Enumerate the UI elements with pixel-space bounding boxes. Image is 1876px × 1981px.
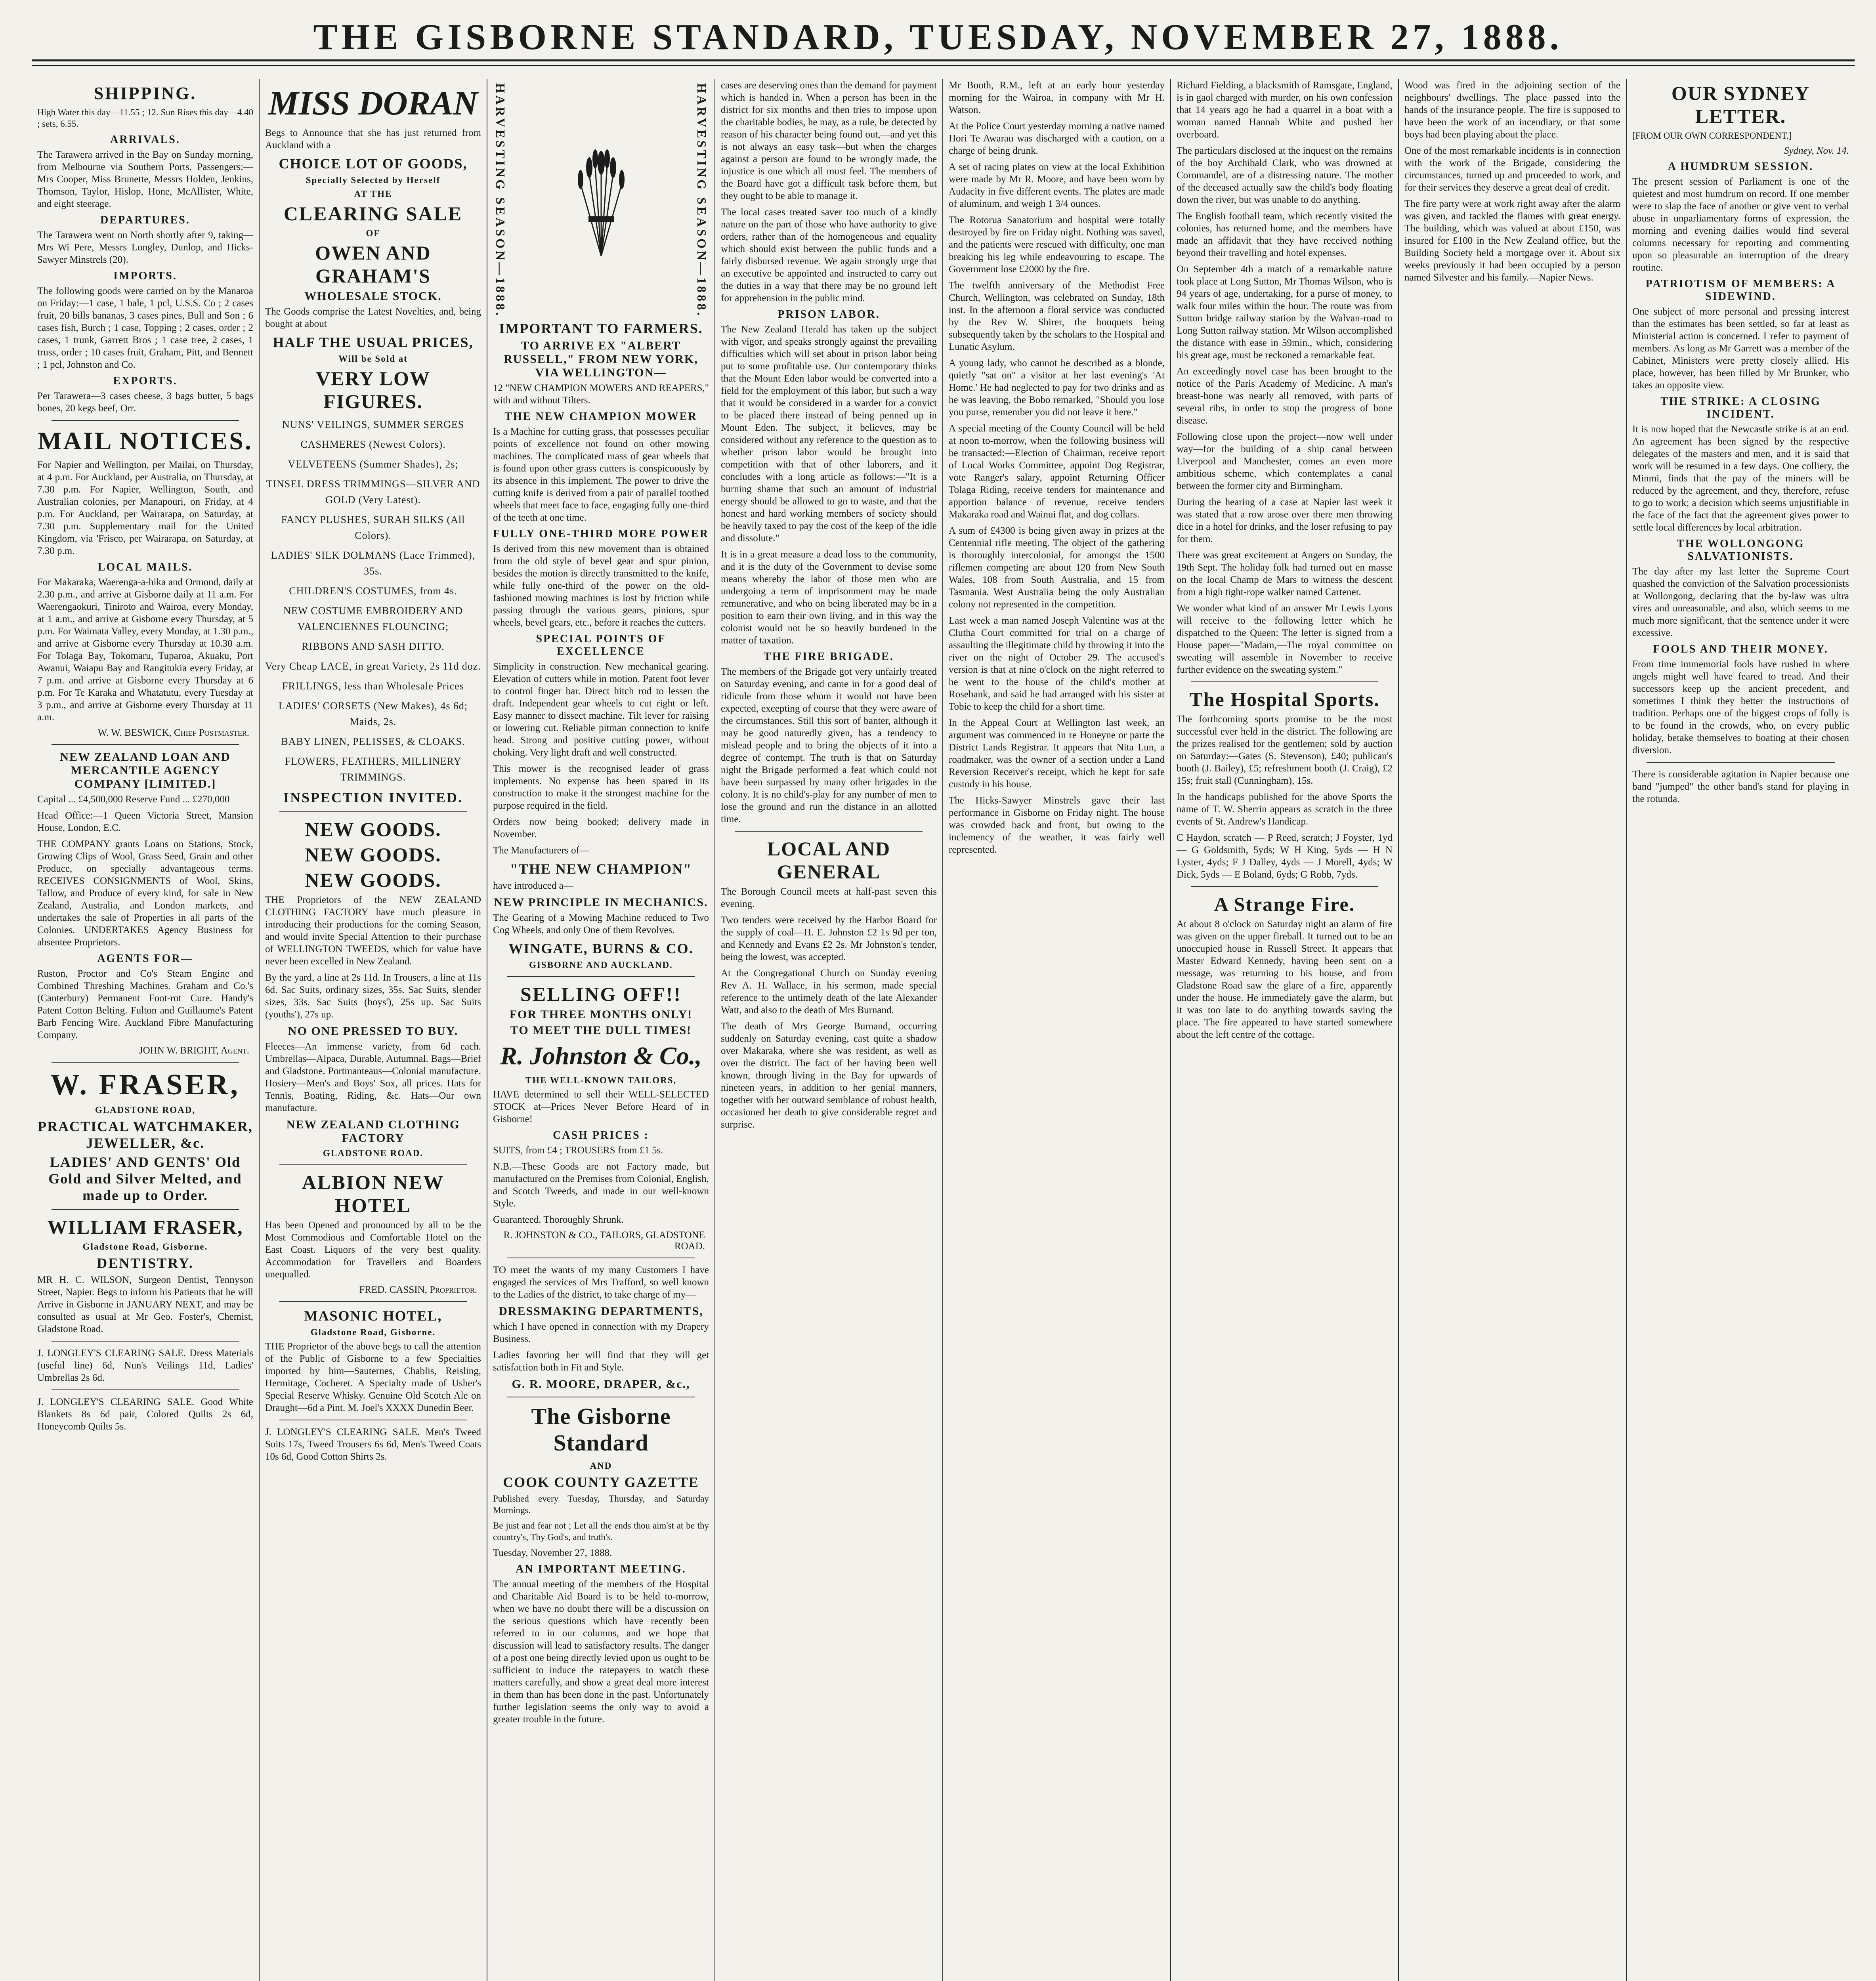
hospital-sports-text: The forthcoming sports promise to be the most successful ever held in the district. The following are the prizes realised for the gentlemen; sold by auction on Saturday:—Gates (S. Stevenson), £40; publican's booth (J. Bailey), £5; refreshment booth (J. Craig), £2 15s; fruit stall (Cunningham), 15s. [1177,714,1393,786]
local-item: Richard Fielding, a blacksmith of Ramsgate, England, is in gaol charged with murder, on his own confession that 14 years ago he had a quarrel in a boat with a woman named Hannah White and pushed her overboard. [1177,80,1393,140]
local-item: Following close upon the project—now well under way—for the building of a ship canal between Liverpool and Manchester, comes an even more ambitious scheme, which contemplates a canal between the former city and Birmingham. [1177,431,1393,491]
strange-fire-text: At about 8 o'clock on Saturday night an alarm of fire was given on the upper fireball. It turned out to be an unoccupied house in Russell Street. It appears that Master Edward Kennedy, having been sent on a message, was returning to his house, and from Gladstone Road saw the glare of a fire, apparently under the house. He immediately gave the alarm, but it was too late to do anything towards saving the place. The fire appeared to have started somewhere about the left centre of the cottage. [1177,919,1393,1040]
local-item: In the Appeal Court at Wellington last week, an argument was commenced in re Honeyne or parte the District Lands Registrar. It appears that Nita Lun, a roadmaker, was the owner of a section under a Land Reversion Receiver's receipt, which he kept for safe custody in his house. [949,718,1165,790]
no-one-pressed: NO ONE PRESSED TO BUY. [288,1025,458,1038]
divider [52,1389,239,1390]
albion-heading: ALBION NEW HOTEL [302,1171,445,1216]
column-5 [943,79,1171,1981]
goods-item: LADIES' CORSETS (New Makes), 4s 6d; Maids, 2s. [278,700,468,727]
nzloan-agents-text: Ruston, Proctor and Co's Steam Engine and Combined Threshing Machines. Graham and Co.'s (Canterbury) Permanent Foot-rot Cure. Handy's Patent Cotton Belting. Fulton and Guillaume's Patent Barb Fencing Wire. Auckland Fibre Manufacturing Company. [37,968,253,1040]
fully-text: Is derived from this new movement than is obtained from the old style of bevel gear and spur pinion, besides the motion is directly transmitted to the knife, while fully one-third of the power on the old-fashioned mowing machines is lost by friction while passing through the various gears, pinions, spur wheels, bevel gears, etc., before it reaches the cutters. [493,544,709,628]
nb-line: N.B.—These Goods are not Factory made, but manufactured on the Premises from Colonial, English, and Scotch Tweeds, and made in our well-known Style. [493,1161,709,1209]
goods-item: CASHMERES (Newest Colors). [300,439,446,450]
imports-heading: IMPORTS. [113,270,177,282]
local-item: On September 4th a match of a remarkable nature took place at Long Sutton, Mr Thomas Wilson, who is 94 years of age, undertaking, for a purse of money, to walk four miles within the hour. The route was from Sutton bridge railway station by the Walvan-road to Long Sutton railway station. Mr Wilson accomplished the distance with ease in 59min., which, considering his great age, must be reckoned a remarkable feat. [1177,264,1393,361]
goods-item: NEW COSTUME EMBROIDERY AND VALENCIENNES FLOUNCING; [283,605,463,632]
sydney-dateline: Sydney, Nov. 14. [1784,145,1849,156]
exports-text: Per Tarawera—3 cases cheese, 3 bags butter, 5 bags bones, 20 kegs beef, Orr. [37,391,253,414]
johnston-text: HAVE determined to sell their WELL-SELECTED STOCK at—Prices Never Before Heard of in Gisborne! [493,1089,709,1125]
albion-text: Has been Opened and pronounced by all to be the Most Commodious and Comfortable Hotel on the East Coast. Liquors of the very best quality. Accommodation for Travellers and Boarders unequalled. [265,1220,481,1280]
local-item: The twelfth anniversary of the Methodist Free Church, Wellington, was celebrated on Sunday, 18th inst. In the afternoon a floral service was conducted by the Rev W. Shirer, the bouquets being subsequently taken by the scholars to the Hospital and Lunatic Asylum. [949,280,1165,352]
longley-ad-1: J. LONGLEY'S CLEARING SALE. Dress Materials (useful line) 6d, Nun's Veilings 11d, Ladies' Umbrellas 2s 6d. [37,1348,253,1383]
fraser-body: LADIES' AND GENTS' Old Gold and Silver Melted, and made up to Order. [48,1154,242,1203]
column-7 [1399,79,1627,1981]
gearing-line: The Gearing of a Mowing Machine reduced to Two Cog Wheels, and only One of them Revolves. [493,912,709,936]
selected-line: Specially Selected by Herself [306,175,441,185]
mail-notices-heading: MAIL NOTICES. [38,427,253,455]
suits-line: SUITS, from £4 ; TROUSERS from £1 5s. [493,1145,663,1156]
departures-heading: DEPARTURES. [100,214,190,226]
motto-line: Be just and fear not ; Let all the ends thou aim'st at be thy country's, Thy God's, and truth's. [493,1521,709,1542]
divider [507,976,695,977]
correspondent-line: [FROM OUR OWN CORRESPONDENT.] [1632,131,1792,141]
inspection-line: INSPECTION INVITED. [283,790,463,805]
postmaster-signature: W. W. BESWICK, Chief Postmaster. [97,727,249,738]
strike-text: It is now hoped that the Newcastle strike is at an end. An agreement has been signed by the respective delegates of the masters and men, and it is said that work will be resumed in a few days. One colliery, the Minmi, finds that the pay of the miners will be reduced by the agreement, and they, therefore, refuse to go to work; a decision which seems unjustifiable in the face of the fact that the agreement gives power to settle local differences by local arbitration. [1632,424,1849,533]
fraser-heading: W. FRASER, [50,1069,240,1101]
divider [1647,762,1835,763]
wingate-address: GISBORNE AND AUCKLAND. [529,960,673,970]
nzclothing-prices: By the yard, a line at 2s 11d. In Trousers, a line at 11s 6d. Sac Suits, ordinary sizes, 35s. Sac Suits, slender sizes, 33s. Sac Suits (boys'), 25s up. Sac Suits (youths'), 27s up. [265,972,481,1020]
manufacturers-line: The Manufacturers of— [493,845,589,856]
standard-subtitle: COOK COUNTY GAZETTE [503,1474,699,1491]
divider [279,1301,467,1302]
fools-heading: FOOLS AND THEIR MONEY. [1653,643,1828,655]
very-low-line: VERY LOW FIGURES. [316,367,430,412]
divider [52,1341,239,1342]
column-1 [32,79,260,1981]
strange-fire-cont: The fire party were at work right away after the alarm was given, and tackled the flames with great energy. The building, which was valued at about £150, was insured for £100 in the New Zealand office, but the Building Society held a mortgage over it. About six weeks previously it had been occupied by a person named Silvester and his family.—Napier News. [1404,198,1620,283]
hospital-sports-heading: The Hospital Sports. [1189,688,1380,710]
nzclothing-address: GLADSTONE ROAD. [323,1148,424,1158]
dressmaking-line: DRESSMAKING DEPARTMENTS, [499,1305,703,1318]
goods-item: FRILLINGS, less than Wholesale Prices [282,680,464,692]
local-mails-text: For Makaraka, Waerenga-a-hika and Ormond, daily at 2.30 p.m., and arrive at Gisborne daily at 11 a.m. For Waerengaokuri, Tiniroto and Wairoa, every Monday, at 1 a.m., and arrive at Gisborne every Thursday, at 5 p.m. For Waimata Valley, every Monday, at 1.30 p.m., and arrive at Gisborne every Thursday at 10.30 a.m. For Tolaga Bay, Tokomaru, Tuparoa, Akuaku, Port Awanui, Waiapu Bay and Rangitukia every Friday, at 7 p.m. and arrive at Gisborne every Thursday at 6 p.m. For Te Karaka and Whatatutu, every Tuesday at 3 p.m., and arrive at Gisborne every Thursday at 11 a.m. [37,577,253,723]
goods-item: TINSEL DRESS TRIMMINGS—SILVER AND GOLD (Very Latest). [266,478,480,506]
nzclothing-heading: NEW ZEALAND CLOTHING FACTORY [286,1118,460,1145]
local-item: A sum of £4300 is being given away in prizes at the Centennial rifle meeting. The object of the gathering is thoroughly intercolonial, for amongst the 1500 riflemen competing are about 120 from New South Wales, 108 from South Australia, and 15 from Tasmania. West Australia being the only Australian colony not represented in the competition. [949,525,1165,610]
nzclothing-more: Fleeces—An immense variety, from 6d each. Umbrellas—Alpaca, Durable, Autumnal. Bags—Brief and Gladstone. Portmanteaus—Colonial manufacture. Hosiery—Men's and Boys' Sox, all prices. Hats for Tennis, Boating, Riding, &c. Hats—Our own manufacture. [265,1041,481,1113]
divider [52,1209,239,1210]
strange-fire-heading: A Strange Fire. [1214,893,1355,915]
new-champion-line: "THE NEW CHAMPION" [510,861,692,877]
goods-item: FLOWERS, FEATHERS, MILLINERY TRIMMINGS. [285,756,462,783]
moore-ladies: Ladies favoring her will find that they will get satisfaction both in Fit and Style. [493,1350,709,1373]
new-goods-1: NEW GOODS. [305,818,441,840]
meeting-heading: AN IMPORTANT MEETING. [516,1563,686,1576]
this-mower-text: This mower is the recognised leader of grass implements. No expense has been spared in its construction to make it the strongest machine for the purpose required in the field. [493,763,709,811]
local-general-heading: LOCAL AND GENERAL [767,838,891,883]
prison-labor-heading: PRISON LABOR. [778,308,880,321]
nzloan-capital: Capital ... £4,500,000 Reserve Fund ... £270,000 [37,794,230,805]
local-item: The English football team, which recently visited the colonies, has returned home, and the members have made an affidavit that they have received nothing beyond their travelling and hotel expenses. [1177,211,1393,258]
nzloan-agents-heading: AGENTS FOR— [97,952,193,965]
champion-12: 12 "NEW CHAMPION MOWERS AND REAPERS," with and without Tilters. [493,383,709,406]
longley-ad-3: J. LONGLEY'S CLEARING SALE. Men's Tweed Suits 17s, Tweed Trousers 6s 6d, Men's Tweed Coats 10s 6d, Good Cotton Shirts 2s. [265,1427,481,1462]
mower-text: Is a Machine for cutting grass, that possesses peculiar points of excellence not found on other mowing machines. The complicated mass of gear wheels that is found upon other grass cutters is conspicuously by its absence in this implement. The power to drive the cutting knife is derived from a pair of parallel toothed wheels that meet face to face, engaging fully one-third of the teeth at one time. [493,426,709,523]
harvesting-label-left: HARVESTING SEASON—1888. [493,83,508,318]
local-item: A special meeting of the County Council will be held at noon to-morrow, when the following business will be transacted:—Election of Chairman, receive report of Local Works Committee, appoint Dog Registrar, vote Ranger's salary, appoint Returning Officer Tolaga Riding, receive tenders for maintenance and apportion balance of revenue, receive tenders Makaraka road and Wainui flat, and dog collars. [949,423,1165,520]
masthead-rule-thin [32,65,1855,66]
mail-text: For Napier and Wellington, per Mailai, on Thursday, at 4 p.m. For Auckland, per Australia, on Thursday, at 7.30 p.m. For Napier, Wellington, South, and Australian colonies, per Manapouri, on Friday, at 4 p.m. For Auckland, per Wairarapa, on Saturday, at 7.30 p.m. Supplementary mail for the United Kingdom, via 'Frisco, per Wairarapa, on Saturday, at 7.30 p.m. [37,460,253,556]
published-line: Published every Tuesday, Thursday, and Saturday Mornings. [493,1494,709,1515]
tide-times: High Water this day—11.55 ; 12. Sun Rises this day—4.40 ; sets, 6.55. [37,107,253,129]
local-item: At the Police Court yesterday morning a native named Hori Te Awarau was discharged with a caution, on a charge of being drunk. [949,121,1165,156]
selling-off: SELLING OFF!! [520,983,682,1006]
divider [52,420,239,421]
nzloan-text: THE COMPANY grants Loans on Stations, Stock, Growing Clips of Wool, Grass Seed, Grain and other Produce, on specially advantageous terms. RECEIVES CONSIGNMENTS of Wool, Skins, Tallow, and Produce of every kind, for sale in New Zealand, Australia, and London markets, and undertakes the sale of Properties in all parts of the Colonies. UNDERTAKES Agency Business for absentee Proprietors. [37,839,253,948]
napier-band-item: There is considerable agitation in Napier because one band "jumped" the other band's stand for playing in the rotunda. [1632,769,1849,804]
boys-handicap-list: C Haydon, scratch — P Reed, scratch; J Foyster, 1yd — G Goldsmith, 5yds; W H King, 5yds — H N Lyster, 4yds; F J Dalley, 4yds — J Morell, 4yds; W Dick, 5yds — E Boland, 6yds; G Robb, 7yds. [1177,832,1393,880]
divider [1191,681,1378,682]
nzclothing-text: THE Proprietors of the NEW ZEALAND CLOTHING FACTORY have much pleasure in introducing their productions for the coming Season, and would invite Special Attention to their purchase of WELLINGTON TWEEDS, which for value have never been excelled in New Zealand. [265,895,481,967]
standard-and: AND [590,1461,612,1471]
arrive-line: TO ARRIVE EX "ALBERT RUSSELL," FROM NEW YORK, VIA WELLINGTON— [504,339,698,380]
nzloan-office: Head Office:—1 Queen Victoria Street, Mansion House, London, E.C. [37,810,253,833]
important-farmers: IMPORTANT TO FARMERS. [499,321,703,337]
longley-ad-2: J. LONGLEY'S CLEARING SALE. Good White Blankets 8s 6d pair, Colored Quilts 2s 6d, Honeycomb Quilts 5s. [37,1397,253,1432]
johnston-heading: R. Johnston & Co., [500,1042,702,1070]
shipping-heading: SHIPPING. [94,84,197,103]
goods-item: RIBBONS AND SASH DITTO. [302,641,445,652]
doran-intro: Begs to Announce that she has just returned from Auckland with a [265,128,481,151]
local-item: A set of racing plates on view at the local Exhibition were made by Mr R. Moore, and have been worn by Audacity in five different events. The plates are made of aluminum, and weigh 1 3/4 ounces. [949,162,1165,209]
goods-item: CHILDREN'S COSTUMES, from 4s. [289,585,457,597]
johnston-signature: R. JOHNSTON & CO., TAILORS, GLADSTONE ROAD. [503,1230,705,1252]
divider [1191,886,1378,887]
masonic-heading: MASONIC HOTEL, [304,1308,442,1324]
local-item: The particulars disclosed at the inquest on the remains of the boy Archibald Clark, who was drowned at Coromandel, are of a distressing nature. The mother of the deceased actually saw the child's body floating down the river, but was unable to do anything. [1177,145,1393,205]
goods-item: NUNS' VEILINGS, SUMMER SERGES [282,419,464,430]
divider [735,831,923,832]
owen-graham-line: OWEN AND GRAHAM'S [315,242,431,287]
local-item: During the hearing of a case at Napier last week it was stated that a row arose over there men throwing dice in a hotel for drinks, and the loser refusing to pay for them. [1177,497,1393,544]
guaranteed-line: Guaranteed. Thoroughly Shrunk. [493,1214,624,1225]
issue-date: Tuesday, November 27, 1888. [493,1548,612,1559]
wfraser-address: Gladstone Road, Gisborne. [82,1242,208,1252]
humdrum-text: The present session of Parliament is one of the quietest and most humdrum on record. If one member were to slap the face of another or give vent to verbal abuse in unparliamentary forms of expression, the morning and evening dailies would find several columns necessary for reporting and commenting upon so pleasurable an interruption of the dreary routine. [1632,176,1849,273]
divider [52,1062,239,1063]
exports-heading: EXPORTS. [113,375,178,387]
mower-heading: THE NEW CHAMPION MOWER [504,410,697,423]
orders-line: Orders now being booked; delivery made in November. [493,817,709,840]
doran-heading: MISS DORAN [268,84,478,122]
masthead: THE GISBORNE STANDARD, TUESDAY, NOVEMBER 27, 1888. [313,17,1563,57]
local-item: Mr Booth, R.M., left at an early hour yesterday morning for the Wairoa, in company with Mr H. Watson. [949,80,1165,115]
goods-text: The Goods comprise the Latest Novelties, and, being bought at about [265,306,481,329]
fraser-trade: PRACTICAL WATCHMAKER, JEWELLER, &c. [38,1118,253,1151]
meeting-text: The annual meeting of the members of the Hospital and Charitable Aid Board is to be held to-morrow, when we have no doubt there will be a discussion on the serious questions which have recently been referred to in our columns, and we hope that discussion will lead to satisfactory results. The danger of a post one being directly levied upon us ought to be sufficient to induce the ratepayers to watch these matters carefully, and show a great deal more interest in them than has been done in the past. Unfortunately further legislation seems the only way to avoid a greater trouble in the future. [493,1579,709,1725]
local-item: At the Congregational Church on Sunday evening Rev A. H. Wallace, in his sermon, made special reference to the untimely death of the late Alexander Watt, and also to the death of Mrs Burnand. [721,968,937,1015]
article-text: cases are deserving ones than the demand for payment which is handed in. When a person has been in the district for six months and then tries to impose upon the charitable bodies, he may, as a rule, be detected by reason of his character being found out,—and yet this is not always an easy task—but when the charges against a person are found to be wrongly made, the injustice is one which all must feel. The members of the Board have got a difficult task before them, but they ought to be able to manage it. [721,80,937,201]
column-3 [487,79,715,1981]
humdrum-heading: A HUMDRUM SESSION. [1668,160,1814,173]
newspaper-columns [32,79,1855,1981]
handicaps-text: In the handicaps published for the above Sports the name of T. W. Sherrin appears as scratch in the three events of St. Andrew's Handicap. [1177,792,1393,827]
arrivals-text: The Tarawera arrived in the Bay on Sunday morning, from Melbourne via Southern Ports. Passengers:—Mrs Cooper, Miss Brunette, Messrs Holden, Jenkins, Thomson, Taylor, Hislop, Hone, McAllister, White, and eight steerage. [37,149,253,209]
column-8 [1627,79,1855,1981]
fools-text: From time immemorial fools have rushed in where angels might well have feared to tread. And their successors keep up the ancient precedent, and sometimes I think they better the instructions of tradition. Perhaps one of the biggest crops of folly is to be found in the crowds, who, on every public holiday, betake themselves to boating at their chosen diversion. [1632,659,1849,756]
moore-text: TO meet the wants of my many Customers I have engaged the services of Mrs Trafford, so well known to the Ladies of the district, to take charge of my— [493,1265,709,1300]
column-2 [260,79,487,1981]
fire-brigade-text: The members of the Brigade got very unfairly treated on Saturday evening, and came in for a good deal of ridicule from those whom it would not have been expected, excepting of course that they were aware of the circumstances. Still this sort of banter, although it may be good naturedly given, has a tendency to mislead people and to bring the objects of it into a degree of contempt. The truth is that on Saturday night the Brigade performed a feat which could not have been surpassed by many other brigades in the colony. It is no child's-play for any number of men to lose the ground and run the distance in an allotted time. [721,666,937,824]
harvest-emblem [493,83,709,318]
local-item: Two tenders were received by the Harbor Board for the supply of coal—H. E. Johnston £2 1s 9d per ton, and Kennedy and Evans £2 2s. Mr Johnston's tender, being the lowest, was accepted. [721,915,937,962]
moore-signature: G. R. MOORE, DRAPER, &c., [512,1378,690,1391]
goods-item: VELVETEENS (Summer Shades), 2s; [288,458,458,470]
wheat-sheaf-icon [573,143,629,258]
prison-labor-text: The New Zealand Herald has taken up the subject with vigor, and speaks strongly against the prevailing difficulties which will set about in prison labor being put to some profitable use. Our contemporary thinks that the Mount Eden labor would be converted into a field for the employment of this labor, but such a way that it would be considered in a warder for a convict to be placed there instead of being penned up in Mount Eden. The subject, it believes, may be considered without any reference to the question as to whether prison labor would be brought into competition with that of other laborers, and it concludes with a long article as follows:—"It is a burning shame that such an amount of industrial energy should be allowed to go to waste, and that the honest and hard working members of society should be heavily taxed to pay the cost of the keep of the idle and dissolute." [721,324,937,544]
goods-item: FANCY PLUSHES, SURAH SILKS (All Colors). [281,514,465,541]
wingate-heading: WINGATE, BURNS & CO. [508,941,693,957]
local-item: The Hicks-Sawyer Minstrels gave their last performance in Gisborne on Friday night. The house was crowded back and front, but owing to the inclemency of the weather, it was fairly well represented. [949,795,1165,855]
strike-heading: THE STRIKE: A CLOSING INCIDENT. [1660,395,1821,420]
of-line: OF [366,228,380,238]
strange-fire-cont: Wood was fired in the adjoining section of the neighbours' dwellings. The place passed into the hands of the insurance people. The fire is supposed to have been the work of an incendiary, or that some boys had been playing about the place. [1404,80,1620,140]
divider [52,744,239,745]
local-item: Last week a man named Joseph Valentine was at the Clutha Court committed for trial on a charge of assaulting the illegitimate child by throwing it into the river on the night of October 29. The accused's version is that at nine o'clock on the night referred to he went to the house of the child's mother at Rosebank, and said he had arranged with his sister at Tobie to keep the child for a short time. [949,615,1165,712]
wilson-text: MR H. C. WILSON, Surgeon Dentist, Tennyson Street, Napier. Begs to inform his Patients that he will Arrive in Gisborne in JANUARY NEXT, and may be consulted as usual at Mr Geo. Foster's, Chemist, Gladstone Road. [37,1275,253,1334]
wfraser-heading: WILLIAM FRASER, [47,1216,243,1238]
will-be-sold-line: Will be Sold at [338,354,408,364]
dentistry-heading: DENTISTRY. [97,1255,194,1271]
clearing-line: CLEARING SALE [283,202,463,225]
local-item: An exceedingly novel case has been brought to the notice of the Paris Academy of Medicine. A man's breast-bone was nearly all removed, with parts of several ribs, in order to stop the progress of bone disease. [1177,366,1393,426]
wholesale-line: WHOLESALE STOCK. [304,290,442,303]
masonic-address: Gladstone Road, Gisborne. [310,1327,436,1337]
harvesting-label-right: HARVESTING SEASON—1888. [695,83,709,318]
nzloan-signature: JOHN W. BRIGHT, Agent. [139,1045,249,1056]
masthead-rule [32,59,1855,61]
patriotism-heading: PATRIOTISM OF MEMBERS: A SIDEWIND. [1645,278,1836,303]
strange-fire-cont: One of the most remarkable incidents is in connection with the work of the Brigade, considering the circumstances, turned up and proceeded to work, and for their services they deserve a great deal of credit. [1404,145,1620,193]
introduced-line: have introduced a— [493,880,573,891]
fire-brigade-heading: THE FIRE BRIGADE. [764,651,894,663]
principle-line: NEW PRINCIPLE IN MECHANICS. [494,896,708,909]
local-item: There was great excitement at Angers on Sunday, the 19th Sept. The holiday folk had turned out en masse on the local Champ de Mars to witness the descent from a high tight-rope walker named Cartener. [1177,550,1393,597]
local-item: The death of Mrs George Burnand, occurring suddenly on Saturday evening, cast quite a shadow over Makaraka, where she was resident, as well as over the district. The fact of her having been well known, through living in the Bay for upwards of nineteen years, in addition to her genial manners, together with her outward semblance of robust health, occasioned her death to give considerable regret and surprise. [721,1021,937,1130]
local-item: A young lady, who cannot be described as a blonde, quietly "sat on" a visitor at her last evening's 'At Home.' He had neglected to pay for two drinks and as he was leaving, the Bobo remarked, "Should you lose you purse, remember you did not leave it here." [949,358,1165,418]
divider [279,1164,467,1165]
goods-item: BABY LINEN, PELISSES, & CLOAKS. [281,736,465,747]
at-the-line: AT THE [354,189,392,199]
local-item: The Rotorua Sanatorium and hospital were totally destroyed by fire on Friday night. Nothing was saved, and the patients were rescued with difficulty, one man breaking his leg while endeavouring to escape. The Government lose £2000 by the fire. [949,215,1165,275]
half-prices-line: HALF THE USUAL PRICES, [273,334,474,350]
fraser-address: GLADSTONE ROAD, [95,1105,196,1115]
divider [279,811,467,812]
local-mails-heading: LOCAL MAILS. [97,561,193,573]
column-6 [1171,79,1399,1981]
new-goods-2: NEW GOODS. [305,844,441,866]
goods-item: LADIES' SILK DOLMANS (Lace Trimmed), 35s. [271,550,476,577]
cash-prices: CASH PRICES : [553,1129,649,1142]
albion-signature: FRED. CASSIN, Proprietor. [359,1284,477,1295]
new-goods-3: NEW GOODS. [305,869,441,891]
three-months: FOR THREE MONTHS ONLY! [509,1008,693,1021]
moore-cont: which I have opened in connection with my Drapery Business. [493,1321,709,1345]
local-item: The Borough Council meets at half-past seven this evening. [721,886,937,909]
column-4 [715,79,943,1981]
special-text: Simplicity in construction. New mechanical gearing. Elevation of cutters while in motion. Patent foot lever to control finger bar. Direct hitch rod to lessen the draft. Independent gear wheels to cut right or left. Easy manner to dissect machine. Tilt lever for raising or lowering cut. Reliable pitman connection to knife head. Strong and positive cutting power, without choking. Very light draft and well constructed. [493,661,709,758]
arrivals-heading: ARRIVALS. [110,134,180,146]
johnston-tailors: THE WELL-KNOWN TAILORS, [525,1075,677,1086]
salvationists-text: The day after my last letter the Supreme Court quashed the conviction of the Salvation processionists at Wollongong, declaring that the by-law was ultra vires and unreasonable, and also, which seems to me much more significant, that the sentence under it were excessive. [1632,566,1849,638]
salvationists-heading: THE WOLLONGONG SALVATIONISTS. [1677,538,1805,563]
masonic-text: THE Proprietor of the above begs to call the attention of the Public of Gisborne to a few Specialties imported by him—Sauternes, Chablis, Reisling, Hermitage, Cocheret. A Specialty made of Usher's Special Reserve Whisky. Genuine Old Scotch Ale on Draught—6d a Pint. M. Joel's XXXX Dunedin Beer. [265,1341,481,1413]
special-heading: SPECIAL POINTS OF EXCELLENCE [536,633,666,658]
dull-times: TO MEET THE DULL TIMES! [510,1024,692,1037]
imports-text: The following goods were carried on by the Manaroa on Friday:—1 case, 1 bale, 1 pcl, U.S.S. Co ; 2 cases fruit, 20 bills bananas, 3 cases pines, Bull and Son ; 6 cases fish, Burch ; 1 case, Topping ; 2 cases, order ; 2 cases, 1 trunk, Garrett Bros ; 1 case tree, 2 cases, 1 truss, order ; 10 cases fruit, Graham, Pitt, and Bennett ; 1 pcl, Johnston and Co. [37,286,253,370]
nzloan-heading: NEW ZEALAND LOAN AND MERCANTILE AGENCY COMPANY [LIMITED.] [60,750,231,790]
patriotism-text: One subject of more personal and pressing interest than the estimates has been settled, so far at least as Ministerial action is concerned. I refer to payment of members. As long as Mr Garrett was a member of the Cabinet, Ministers were pretty closely allied. His place, however, has been filled by Mr Brunker, who takes an opposite view. [1632,306,1849,391]
prison-labor-text-2: It is in a great measure a dead loss to the community, and it is the duty of the Government to devise some means whereby the labor of those men who are undergoing a term of imprisonment may be made remunerative, and who on being liberated may be in a position to earn their own living, and in this way the colonist would not be so heavily burdened in the matter of taxation. [721,549,937,646]
departures-text: The Tarawera went on North shortly after 9, taking—Mrs Wi Pere, Messrs Longley, Dunlop, and Hicks-Sawyer Minstrels (20). [37,230,253,265]
fully-heading: FULLY ONE-THIRD MORE POWER [493,528,709,540]
standard-title: The Gisborne Standard [531,1403,671,1456]
article-text: The local cases treated saver too much of a kindly nature on the part of those who have authority to give orders, rather than of the homogeneous and equality which should exist between the public funds and a fairly disbursed revenue. We again strongly urge that an executive be appointed and instructed to carry out the duties in a way that there may be no ground left for apprehension in the public mind. [721,207,937,303]
goods-item: Very Cheap LACE, in great Variety, 2s 11d doz. [265,660,481,672]
choice-line: CHOICE LOT OF GOODS, [279,156,468,172]
local-item: We wonder what kind of an answer Mr Lewis Lyons will receive to the following letter which he dispatched to the Queen: The letter is signed from a House paper—"Madam,—The royal committee on sweating will assemble in November to receive further evidence on the sweating system." [1177,603,1393,675]
sydney-letter-heading: OUR SYDNEY LETTER. [1671,82,1810,127]
